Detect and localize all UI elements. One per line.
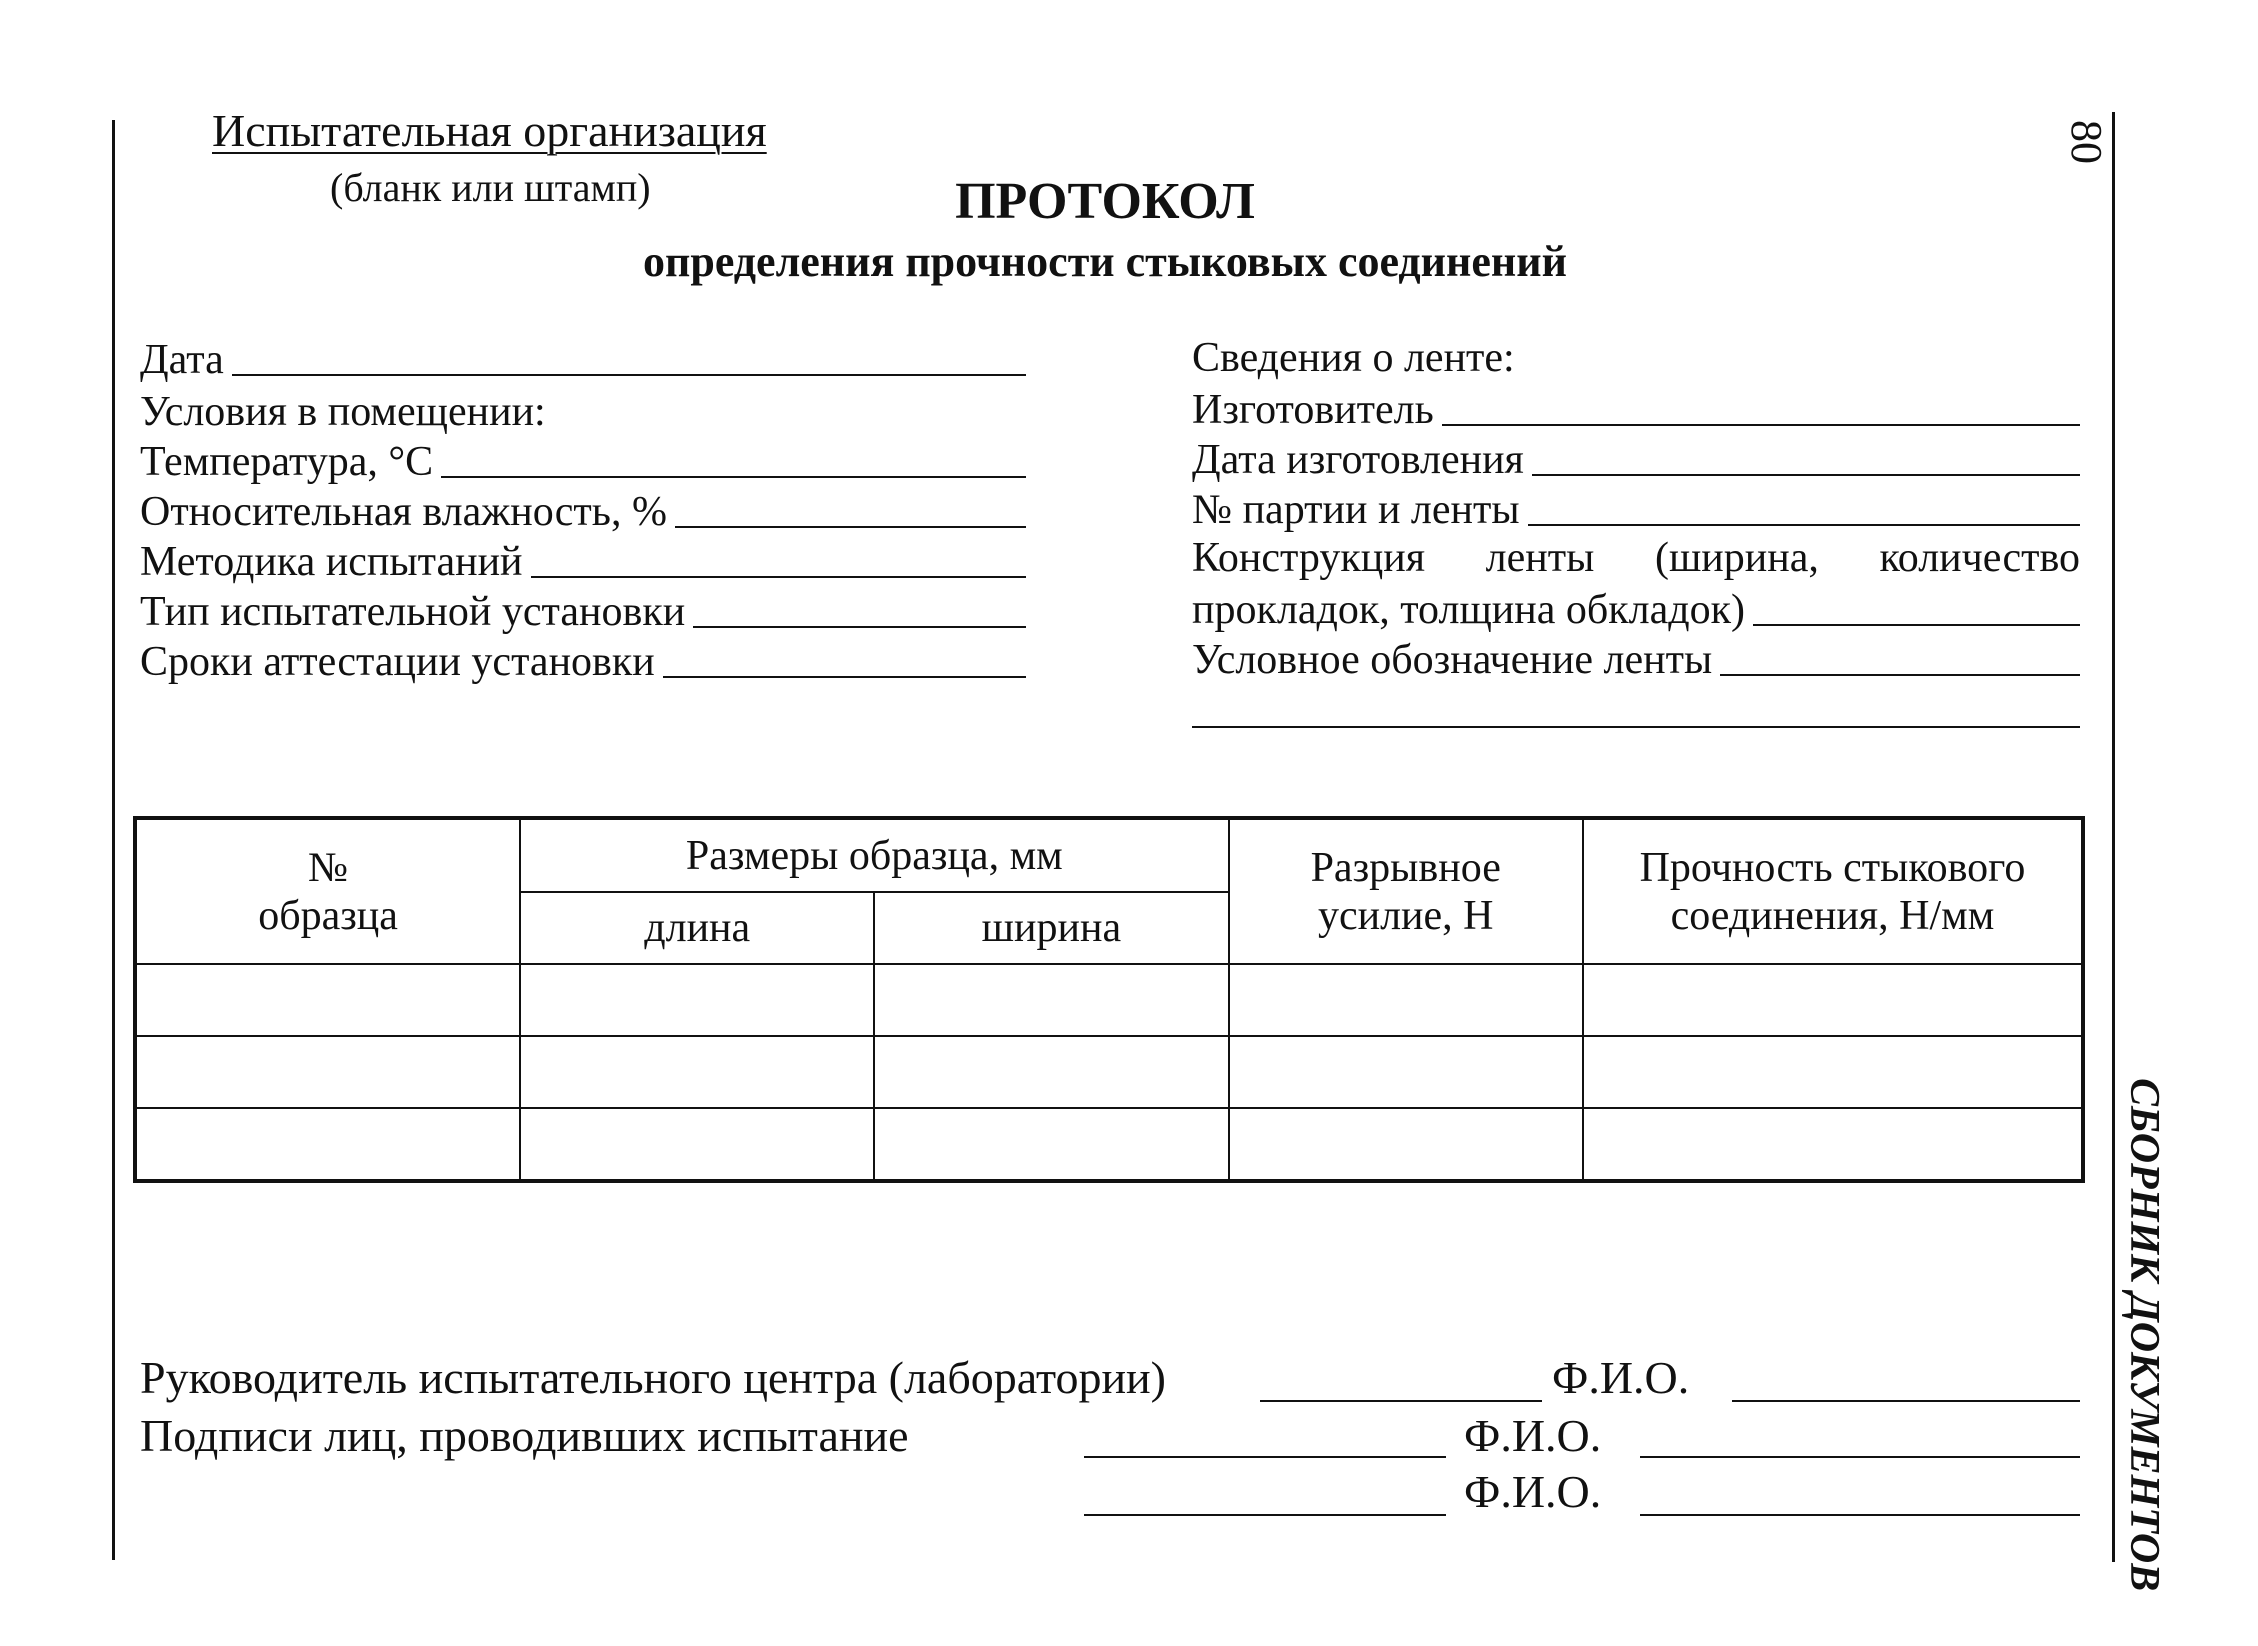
document-title-text: ПРОТОКОЛ — [955, 173, 1255, 230]
tester-2-fio-label: Ф.И.О. — [1464, 1466, 1602, 1517]
tester-2-signature-line[interactable] — [1084, 1514, 1446, 1516]
head-signature-label: Руководитель испытательного центра (лаборатории) — [140, 1352, 1166, 1403]
designation-input-line[interactable] — [1720, 674, 2080, 676]
date-input-line[interactable] — [232, 374, 1026, 376]
header-sample-number-line1: № — [308, 844, 349, 891]
construction-label: прокладок, толщина обкладок) — [1192, 587, 1746, 633]
header-width: ширина — [874, 892, 1228, 964]
room-conditions-heading — [140, 386, 1026, 436]
table-row — [135, 1036, 2083, 1108]
rig-type-label: Тип испытательной установки — [140, 589, 686, 635]
head-fio-line[interactable] — [1732, 1400, 2080, 1402]
manufacturer-field — [1192, 384, 2080, 434]
table-cell[interactable] — [1229, 1036, 1583, 1108]
table-cell[interactable] — [1583, 1108, 2083, 1181]
date-field — [140, 334, 1026, 384]
header-sample-number — [135, 818, 520, 964]
table-cell[interactable] — [1229, 1108, 1583, 1181]
method-field — [140, 536, 1026, 586]
document-subtitle: определения прочности стыковых соединений — [643, 237, 1567, 286]
tester-1-fio-label: Ф.И.О. — [1464, 1410, 1602, 1461]
manufacture-date-label: Дата изготовления — [1192, 437, 1524, 483]
header-joint-strength-line2: соединения, Н/мм — [1670, 892, 1995, 939]
manufacturer-input-line[interactable] — [1442, 424, 2080, 426]
manufacture-date-input-line[interactable] — [1532, 474, 2080, 476]
humidity-label: Относительная влажность, % — [140, 489, 667, 535]
rig-type-field — [140, 586, 1026, 636]
table-cell[interactable] — [135, 1108, 520, 1181]
head-fio-label: Ф.И.О. — [1552, 1352, 1690, 1403]
table-cell[interactable] — [520, 1036, 874, 1108]
table-cell[interactable] — [1583, 964, 2083, 1036]
header-dimensions: Размеры образца, мм — [520, 818, 1228, 892]
manufacturer-label: Изготовитель — [1192, 387, 1434, 433]
testers-signature-label: Подписи лиц, проводивших испытание — [140, 1410, 909, 1461]
head-signature-line[interactable] — [1260, 1400, 1542, 1402]
humidity-field — [140, 486, 1026, 536]
manufacture-date-field — [1192, 434, 2080, 484]
construction-field — [1192, 584, 2080, 634]
temperature-label: Температура, °С — [140, 439, 434, 485]
batch-label: № партии и ленты — [1192, 487, 1520, 533]
tape-info-heading — [1192, 332, 2080, 382]
table-row — [135, 1108, 2083, 1181]
right-margin-rule — [2112, 112, 2115, 1562]
organization-note: (бланк или штамп) — [330, 165, 651, 210]
left-margin-rule — [112, 120, 115, 1560]
certification-label: Сроки аттестации установки — [140, 639, 655, 685]
table-row — [135, 964, 2083, 1036]
room-conditions-label: Условия в помещении: — [140, 389, 546, 435]
certification-input-line[interactable] — [663, 676, 1026, 678]
header-breaking-force-line1: Разрывное — [1310, 844, 1501, 891]
table-cell[interactable] — [135, 1036, 520, 1108]
header-sample-number-line2: образца — [258, 892, 398, 939]
construction-input-line[interactable] — [1753, 624, 2080, 626]
table-cell[interactable] — [520, 1108, 874, 1181]
method-input-line[interactable] — [531, 576, 1026, 578]
designation-field — [1192, 634, 2080, 684]
header-breaking-force — [1229, 818, 1583, 964]
method-label: Методика испытаний — [140, 539, 523, 585]
tester-1-signature-line[interactable] — [1084, 1456, 1446, 1458]
tester-2-fio-line[interactable] — [1640, 1514, 2080, 1516]
tester-1-fio-line[interactable] — [1640, 1456, 2080, 1458]
table-cell[interactable] — [874, 1108, 1228, 1181]
designation-extra-input-line[interactable] — [1192, 726, 2080, 728]
certification-field — [140, 636, 1026, 686]
page-number: 80 — [2062, 120, 2111, 164]
table-cell[interactable] — [874, 964, 1228, 1036]
header-joint-strength — [1583, 818, 2083, 964]
table-cell[interactable] — [520, 964, 874, 1036]
collection-title: СБОРНИК ДОКУМЕНТОВ — [2121, 1078, 2167, 1592]
results-table — [133, 816, 2085, 1183]
construction-line-1: Конструкция ленты (ширина, количество — [1192, 535, 2080, 581]
table-cell[interactable] — [1583, 1036, 2083, 1108]
rig-type-input-line[interactable] — [693, 626, 1026, 628]
date-label: Дата — [140, 337, 224, 383]
organization-title: Испытательная организация — [212, 105, 767, 156]
batch-input-line[interactable] — [1528, 524, 2080, 526]
table-cell[interactable] — [135, 964, 520, 1036]
table-cell[interactable] — [874, 1036, 1228, 1108]
batch-field — [1192, 484, 2080, 534]
header-joint-strength-line1: Прочность стыкового — [1639, 844, 2026, 891]
header-length: длина — [520, 892, 874, 964]
temperature-input-line[interactable] — [441, 476, 1026, 478]
temperature-field — [140, 436, 1026, 486]
tape-info-label: Сведения о ленте: — [1192, 335, 1515, 381]
designation-label: Условное обозначение ленты — [1192, 637, 1713, 683]
humidity-input-line[interactable] — [675, 526, 1026, 528]
header-breaking-force-line2: усилие, Н — [1317, 892, 1494, 939]
document-title — [0, 172, 2210, 231]
table-cell[interactable] — [1229, 964, 1583, 1036]
